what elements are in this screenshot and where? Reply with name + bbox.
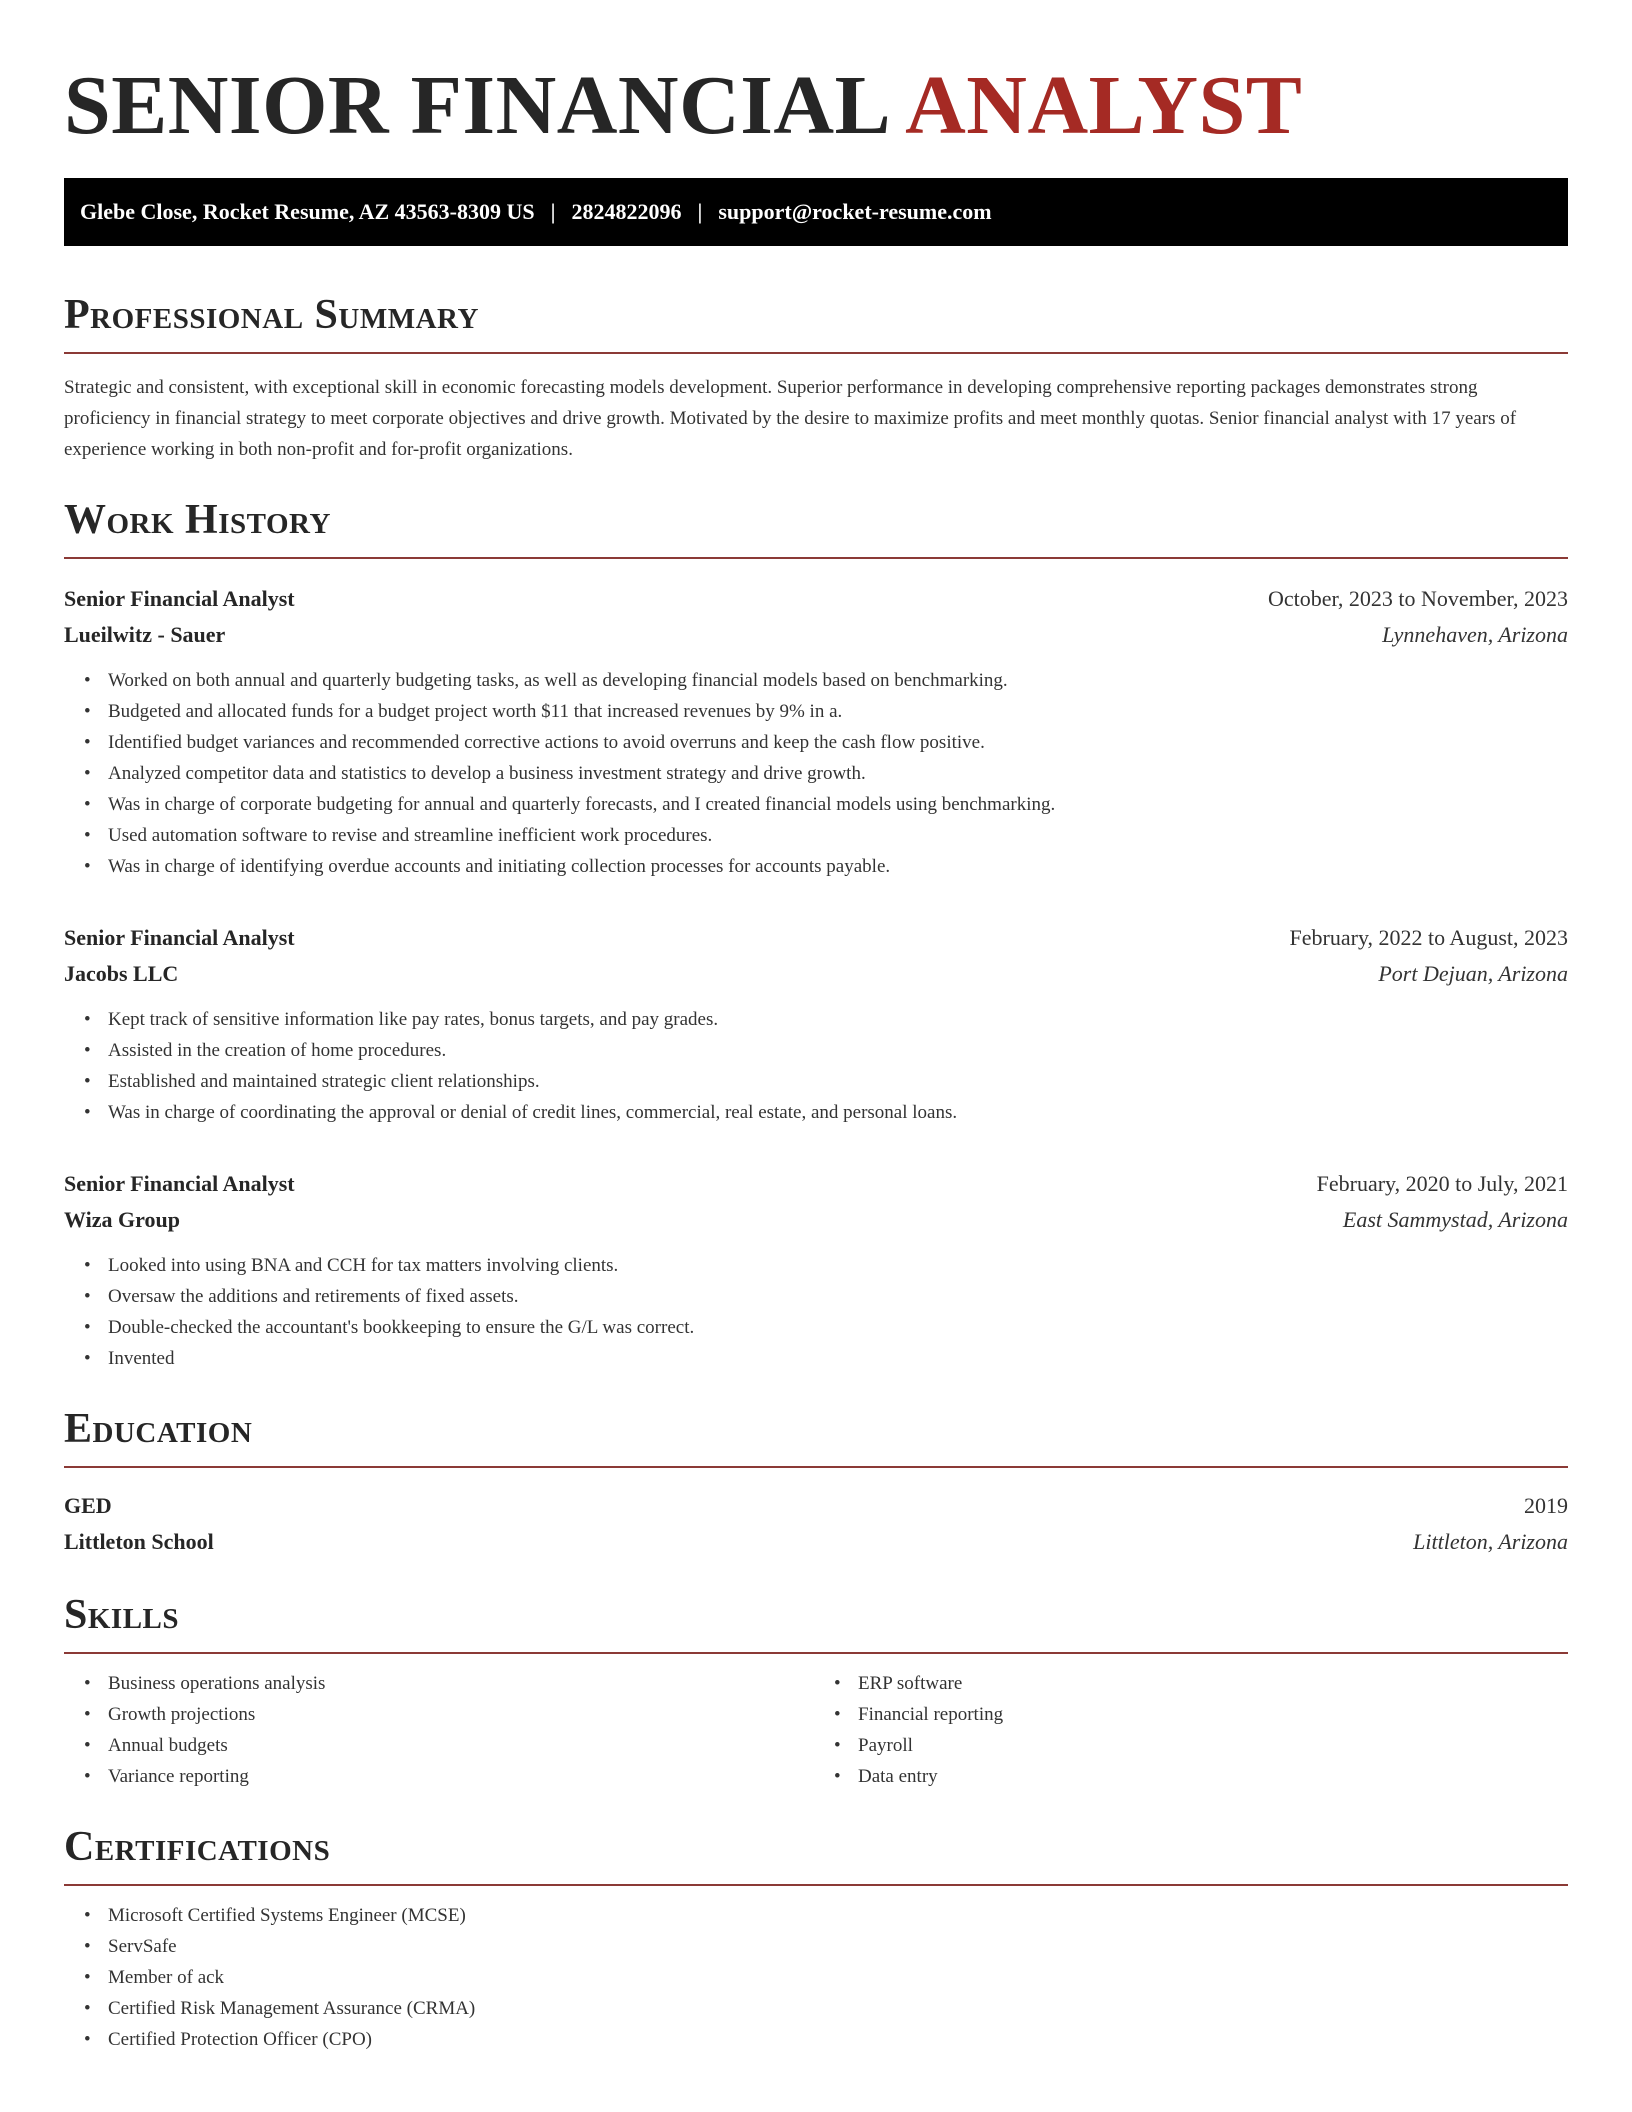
list-item: • Data entry <box>858 1761 1568 1792</box>
job-title: Senior Financial Analyst <box>64 586 295 611</box>
skills-grid <box>64 1668 1568 1792</box>
job-header <box>64 581 1568 617</box>
list-item: • ServSafe <box>108 1931 1568 1962</box>
contact-address: Glebe Close, Rocket Resume, AZ 43563-8309 US <box>80 199 535 224</box>
summary-section <box>64 290 1568 465</box>
skills-column-left <box>64 1668 816 1792</box>
section-divider <box>64 1884 1568 1886</box>
list-item: • Business operations analysis <box>108 1668 816 1699</box>
list-item: • Oversaw the additions and retirements of fixed assets. <box>108 1281 1568 1312</box>
job-location: Lynnehaven, Arizona <box>1382 622 1568 647</box>
job-title: Senior Financial Analyst <box>64 925 295 950</box>
list-item: • Certified Risk Management Assurance (CRMA) <box>108 1993 1568 2024</box>
education-school: Littleton School <box>64 1529 214 1554</box>
section-divider <box>64 557 1568 559</box>
section-heading: Professional Summary <box>64 292 479 338</box>
education-location: Littleton, Arizona <box>1413 1529 1568 1554</box>
job-bullets <box>64 665 1568 882</box>
list-item: • Financial reporting <box>858 1699 1568 1730</box>
list-item: • Certified Protection Officer (CPO) <box>108 2024 1568 2055</box>
job-dates: October, 2023 to November, 2023 <box>1267 586 1568 611</box>
list-item: • Budgeted and allocated funds for a budget project worth $11 that increased revenues by 9% in a. <box>108 696 1568 727</box>
title-main: SENIOR FINANCIAL <box>64 59 892 152</box>
list-item: • Growth projections <box>108 1699 816 1730</box>
skills-column-right <box>816 1668 1568 1792</box>
education-header <box>64 1488 1568 1524</box>
list-item: • Variance reporting <box>108 1761 816 1792</box>
job-bullets <box>64 1004 1568 1128</box>
list-item: • Was in charge of corporate budgeting for annual and quarterly forecasts, and I created financial models using benchmarking. <box>108 789 1568 820</box>
list-item: • Used automation software to revise and streamline inefficient work procedures. <box>108 820 1568 851</box>
section-divider <box>64 1466 1568 1468</box>
work-history-section <box>64 495 1568 1374</box>
education-degree: GED <box>64 1493 112 1518</box>
summary-text: Strategic and consistent, with exceptional skill in economic forecasting models development. Superior performance in developing comprehensive reporting packages demonstrates strong proficiency in financial strategy to meet corporate objectives and drive growth. Motivated by the desire to maximize profits and meet monthly quotas. Senior financial analyst with 17 years of experience working in both non-profit and for-profit organizations. <box>64 377 1517 460</box>
education-section <box>64 1404 1568 1560</box>
job-dates: February, 2020 to July, 2021 <box>1316 1171 1568 1196</box>
section-heading: Education <box>64 1406 253 1452</box>
list-item: • Identified budget variances and recommended corrective actions to avoid overruns and keep the cash flow positive. <box>108 727 1568 758</box>
section-divider <box>64 352 1568 354</box>
contact-phone: 2824822096 <box>571 199 682 224</box>
list-item: • Assisted in the creation of home procedures. <box>108 1035 1568 1066</box>
list-item: • Was in charge of identifying overdue accounts and initiating collection processes for accounts payable. <box>108 851 1568 882</box>
list-item: • Invented <box>108 1343 1568 1374</box>
list-item: • Annual budgets <box>108 1730 816 1761</box>
job-company: Lueilwitz - Sauer <box>64 622 226 647</box>
contact-separator: | <box>550 199 556 224</box>
resume-title <box>64 56 1568 156</box>
list-item: • Double-checked the accountant's bookkeeping to ensure the G/L was correct. <box>108 1312 1568 1343</box>
job-company: Wiza Group <box>64 1207 180 1232</box>
list-item: • Member of ack <box>108 1962 1568 1993</box>
contact-separator: | <box>697 199 703 224</box>
job-location: Port Dejuan, Arizona <box>1378 961 1568 986</box>
education-subheader <box>64 1524 1568 1560</box>
job-company: Jacobs LLC <box>64 961 179 986</box>
list-item: • Microsoft Certified Systems Engineer (MCSE) <box>108 1900 1568 1931</box>
list-item: • Was in charge of coordinating the approval or denial of credit lines, commercial, real estate, and personal loans. <box>108 1097 1568 1128</box>
job-subheader <box>64 956 1568 992</box>
education-entry <box>64 1488 1568 1560</box>
list-item: • Analyzed competitor data and statistics to develop a business investment strategy and drive growth. <box>108 758 1568 789</box>
list-item: • Looked into using BNA and CCH for tax matters involving clients. <box>108 1250 1568 1281</box>
job-header <box>64 920 1568 956</box>
list-item: • Kept track of sensitive information like pay rates, bonus targets, and pay grades. <box>108 1004 1568 1035</box>
job-location: East Sammystad, Arizona <box>1342 1207 1568 1232</box>
job-dates: February, 2022 to August, 2023 <box>1289 925 1568 950</box>
contact-bar <box>64 178 1568 246</box>
job-subheader <box>64 617 1568 653</box>
section-heading: Skills <box>64 1592 180 1638</box>
section-heading: Certifications <box>64 1824 331 1870</box>
contact-email: support@rocket-resume.com <box>718 199 992 224</box>
list-item: • Worked on both annual and quarterly budgeting tasks, as well as developing financial models based on benchmarking. <box>108 665 1568 696</box>
job-entry <box>64 581 1568 882</box>
education-year: 2019 <box>1524 1493 1568 1518</box>
list-item: • ERP software <box>858 1668 1568 1699</box>
job-subheader <box>64 1202 1568 1238</box>
list-item: • Established and maintained strategic client relationships. <box>108 1066 1568 1097</box>
job-entry <box>64 920 1568 1128</box>
certifications-section <box>64 1822 1568 2055</box>
job-entry <box>64 1166 1568 1374</box>
job-title: Senior Financial Analyst <box>64 1171 295 1196</box>
certifications-list <box>64 1900 1568 2055</box>
job-header <box>64 1166 1568 1202</box>
job-bullets <box>64 1250 1568 1374</box>
list-item: • Payroll <box>858 1730 1568 1761</box>
section-divider <box>64 1652 1568 1654</box>
skills-section <box>64 1590 1568 1792</box>
section-heading: Work History <box>64 497 331 543</box>
title-accent: ANALYST <box>905 59 1303 152</box>
